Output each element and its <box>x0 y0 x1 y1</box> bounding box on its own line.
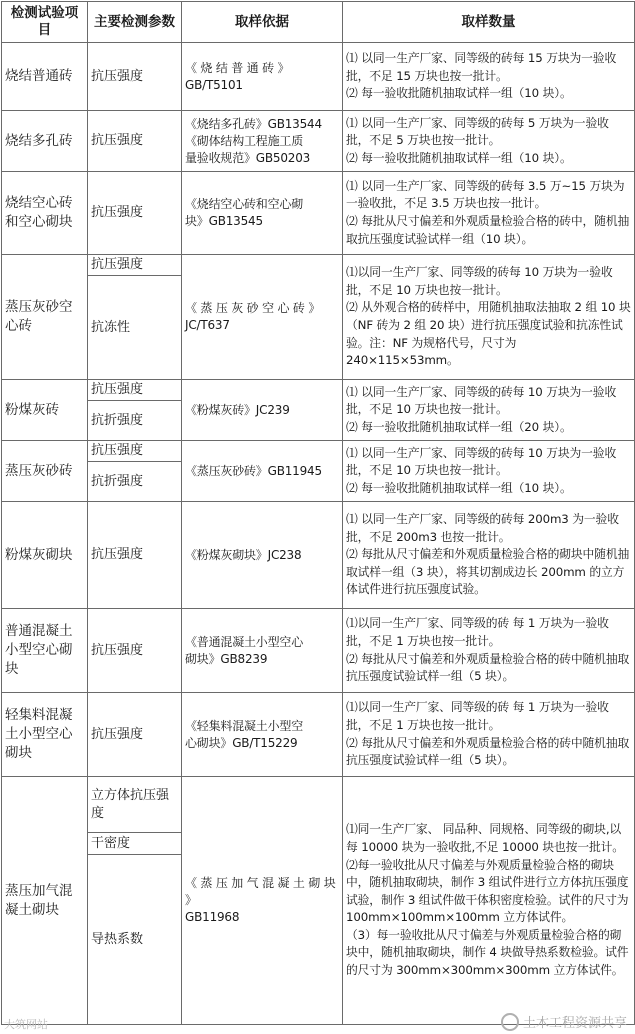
qty-line: ⑵ 每一验收批随机抽取试样一组（10 块）。 <box>346 86 572 101</box>
basis-line: GB11968 <box>185 910 240 924</box>
basis-line: 《烧结多孔砖》GB13544 <box>185 116 322 131</box>
qty-line: ⑴以同一生产厂家、同等级的砖 每 1 万块为一验收批，不足 1 万块也按一批计。 <box>346 616 609 648</box>
qty-line: ⑴以同一生产厂家、同等级的砖每 10 万块为一验收批，不足 10 万块也按一批计。 <box>346 265 613 297</box>
qty-cell <box>343 609 635 693</box>
table-row <box>2 609 635 693</box>
basis-line: 心砌块》GB/T15229 <box>185 735 298 750</box>
basis-cell <box>182 777 343 1025</box>
qty-cell <box>343 43 635 111</box>
qty-line: ⑴ 以同一生产厂家、同等级的砖每 5 万块为一验收批，不足 5 万块也按一批计。 <box>346 115 609 148</box>
table-row <box>2 441 635 462</box>
basis-line: 《烧结空心砖和空心砌 <box>185 197 304 211</box>
param-cell: 抗压强度 <box>88 172 182 255</box>
qty-cell <box>343 777 635 1025</box>
basis-cell <box>182 172 343 255</box>
qty-cell <box>343 172 635 255</box>
item-cell: 蒸压加气混凝土砌块 <box>2 777 88 1025</box>
watermark-right <box>501 1012 627 1031</box>
qty-line: ⑴ 以同一生产厂家、同等级的砖每 10 万块为一验收批，不足 10 万块也按一批计。 <box>346 445 617 478</box>
watermark-left: 大筑网站 <box>4 1018 48 1031</box>
qty-line: ⑴ 以同一生产厂家、同等级的砖每 15 万块为一验收批，不足 15 万块也按一批计。 <box>346 51 617 83</box>
basis-cell <box>182 380 343 441</box>
qty-line: ⑴ 以同一生产厂家、同等级的砖每 200m3 为一验收批，不足 200m3 也按一批计。 <box>346 512 619 544</box>
qty-line: ⑵每一验收批从尺寸偏差与外观质量检验合格的砌块中，随机抽取砌块，制作 3 组试件进行立方体抗压强度试验，制作 3 组试件做干体积密度检验。试件的尺寸为 100mm×100mm×100mm 立方体试件。 <box>346 857 629 925</box>
basis-cell <box>182 43 343 111</box>
basis-cell <box>182 255 343 380</box>
param-cell: 抗压强度 <box>88 380 182 401</box>
basis-line: 量验收规范》GB50203 <box>185 150 311 165</box>
basis-line: JC/T637 <box>185 318 230 332</box>
qty-line: ⑵ 从外观合格的砖样中，用随机抽取法抽取 2 组 10 块（NF 砖为 2 组 20 块）进行抗压强度试验和抗冻性试验。注：NF 为规格代号，尺寸为 240×115×53mm。 <box>346 300 631 368</box>
basis-line: GB/T5101 <box>185 77 243 92</box>
param-cell: 抗压强度 <box>88 609 182 693</box>
item-cell: 轻集料混凝土小型空心砌块 <box>2 693 88 777</box>
param-cell: 抗折强度 <box>88 401 182 441</box>
param-cell: 抗压强度 <box>88 502 182 609</box>
table-row <box>2 43 635 111</box>
item-cell: 粉煤灰砌块 <box>2 502 88 609</box>
header-item: 检测试验项目 <box>2 2 88 43</box>
param-cell: 抗压强度 <box>88 693 182 777</box>
qty-cell <box>343 441 635 502</box>
param-cell: 干密度 <box>88 833 182 855</box>
basis-line: 《 烧 结 普 通 砖 》 <box>185 60 290 75</box>
param-cell: 抗折强度 <box>88 462 182 502</box>
param-cell: 抗压强度 <box>88 43 182 111</box>
basis-line: 《粉煤灰砌块》JC238 <box>185 547 302 562</box>
basis-line: 《 蒸 压 加 气 混 凝 土 砌 块 》 <box>185 876 336 907</box>
qty-cell <box>343 380 635 441</box>
basis-line: 《 蒸 压 灰 砂 空 心 砖 》 <box>185 301 321 315</box>
qty-line: ⑵ 每批从尺寸偏差和外观质量检验合格的砖中随机抽取抗压强度试验试样一组（5 块）。 <box>346 735 630 768</box>
sampling-table <box>1 1 635 1025</box>
qty-line: ⑵ 每一验收批随机抽取试样一组（10 块）。 <box>346 480 572 495</box>
table-row <box>2 380 635 401</box>
basis-line: 《粉煤灰砖》JC239 <box>185 402 290 417</box>
qty-line: ⑴ 以同一生产厂家、同等级的砖每 3.5 万~15 万块为一验收批，不足 3.5 万块也按一批计。 <box>346 178 625 211</box>
watermark-right-text: 土木工程资源共享 <box>522 1016 627 1031</box>
qty-line: ⑵ 每一验收批随机抽取试样一组（20 块）。 <box>346 419 572 434</box>
qty-line: ⑵ 每批从尺寸偏差和外观质量检验合格的砌块中随机抽取试样一组（3 块），将其切割成边长 200mm 的立方体试件进行抗压强度试验。 <box>346 547 630 597</box>
basis-cell <box>182 609 343 693</box>
basis-line: 砌块》GB8239 <box>185 651 268 666</box>
qty-cell <box>343 693 635 777</box>
item-cell: 蒸压灰砂空心砖 <box>2 255 88 380</box>
qty-line: ⑴同一生产厂家、 同品种、同规格、同等级的砌块,以每 10000 块为一验收批,不足 10000 块也按一批计。 <box>346 822 624 854</box>
item-cell: 烧结普通砖 <box>2 43 88 111</box>
item-cell: 蒸压灰砂砖 <box>2 441 88 502</box>
table-row <box>2 693 635 777</box>
basis-line: 《轻集料混凝土小型空 <box>185 718 304 733</box>
param-cell: 导热系数 <box>88 855 182 1025</box>
qty-line: ⑵ 每批从尺寸偏差和外观质量检验合格的砖中随机抽取抗压强度试验试样一组（5 块）。 <box>346 651 630 684</box>
param-cell: 抗压强度 <box>88 255 182 276</box>
qty-cell <box>343 111 635 172</box>
item-cell: 普通混凝土小型空心砌块 <box>2 609 88 693</box>
header-basis: 取样依据 <box>182 2 343 43</box>
wechat-icon <box>501 1013 519 1031</box>
basis-cell <box>182 441 343 502</box>
param-cell: 抗冻性 <box>88 276 182 380</box>
item-cell: 烧结多孔砖 <box>2 111 88 172</box>
qty-line: ⑵ 每批从尺寸偏差和外观质量检验合格的砖中，随机抽取抗压强度试验试样一组（10 块）。 <box>346 214 630 246</box>
param-cell: 抗压强度 <box>88 111 182 172</box>
qty-cell <box>343 255 635 380</box>
table-row <box>2 172 635 255</box>
table-row <box>2 777 635 833</box>
qty-line: ⑴ 以同一生产厂家、同等级的砖每 10 万块为一验收批，不足 10 万块也按一批计。 <box>346 384 617 417</box>
param-cell: 抗压强度 <box>88 441 182 462</box>
header-param: 主要检测参数 <box>88 2 182 43</box>
table-row <box>2 111 635 172</box>
table-row <box>2 255 635 276</box>
basis-line: 块》GB13545 <box>185 214 263 228</box>
basis-line: 《砌体结构工程施工质 <box>185 133 304 148</box>
header-qty: 取样数量 <box>343 2 635 43</box>
header-row <box>2 2 635 43</box>
param-cell: 立方体抗压强度 <box>88 777 182 833</box>
table-row <box>2 502 635 609</box>
basis-line: 《蒸压灰砂砖》GB11945 <box>185 463 322 478</box>
basis-line: 《普通混凝土小型空心 <box>185 634 304 649</box>
qty-line: （3）每一验收批从尺寸偏差与外观质量检验合格的砌块中，随机抽取砌块，制作 4 块做导热系数检验。试件的尺寸为 300mm×300mm×300mm 立方体试件。 <box>346 927 629 978</box>
basis-cell <box>182 502 343 609</box>
item-cell: 粉煤灰砖 <box>2 380 88 441</box>
qty-cell <box>343 502 635 609</box>
basis-cell <box>182 111 343 172</box>
qty-line: ⑵ 每一验收批随机抽取试样一组（10 块）。 <box>346 150 572 165</box>
basis-cell <box>182 693 343 777</box>
qty-line: ⑴以同一生产厂家、同等级的砖 每 1 万块为一验收批，不足 1 万块也按一批计。 <box>346 700 609 732</box>
item-cell: 烧结空心砖和空心砌块 <box>2 172 88 255</box>
